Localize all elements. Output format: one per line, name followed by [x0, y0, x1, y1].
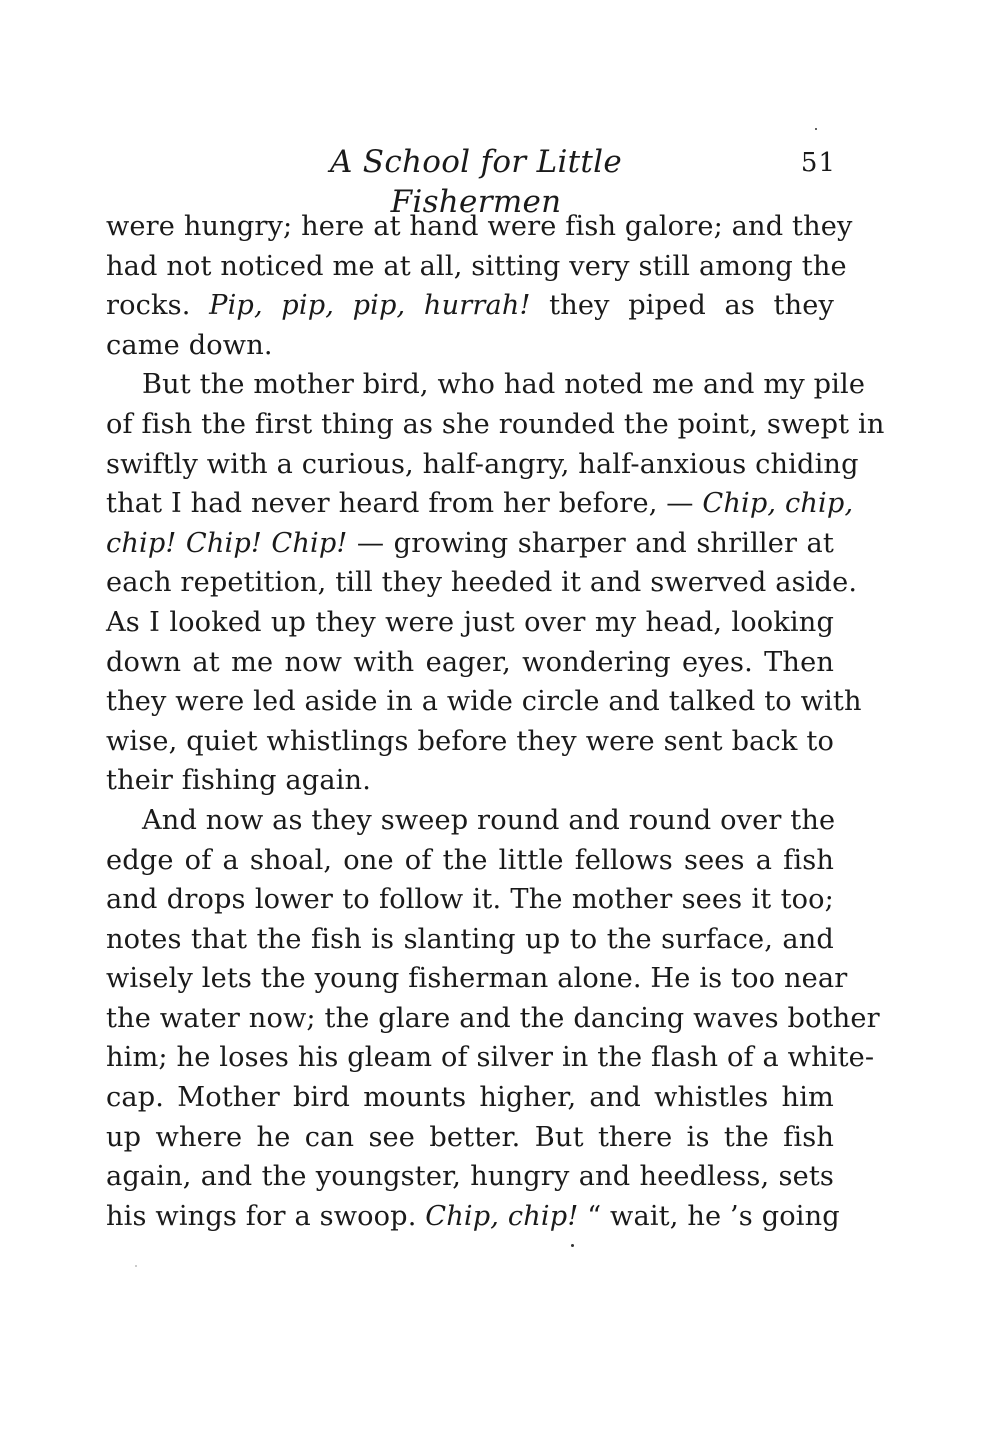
paragraph [106, 365, 885, 801]
page-number: 51 [800, 148, 836, 178]
text-line [106, 959, 848, 999]
text-segment: notes that the fish is slanting up to the surface, and [106, 923, 834, 955]
text-line [106, 445, 859, 485]
page-header [106, 142, 836, 220]
text-segment: him; he loses his gleam of silver in the flash of a white- [106, 1042, 875, 1074]
text-line [106, 1157, 834, 1197]
text-segment: they were led aside in a wide circle and talked to with [106, 686, 862, 718]
text-line [106, 801, 834, 841]
paragraph [106, 801, 880, 1237]
text-segment: cap. Mother bird mounts higher, and whistles him [106, 1082, 834, 1114]
text-segment: each repetition, till they heeded it and swerved aside. [106, 567, 858, 599]
text-line [106, 484, 854, 524]
italic-text: Pip, pip, pip, hurrah! [209, 290, 531, 322]
text-segment: swiftly with a curious, half-angry, half-anxious chiding [106, 448, 859, 480]
text-line [106, 1197, 840, 1237]
text-line [106, 841, 834, 881]
text-line [106, 405, 885, 445]
text-line [106, 1078, 834, 1118]
text-line [106, 524, 834, 564]
italic-text: Chip, chip, [702, 488, 854, 520]
text-segment: edge of a shoal, one of the little fellows sees a fish [106, 844, 834, 876]
text-line [106, 286, 834, 326]
text-line [106, 682, 862, 722]
print-speck [815, 128, 817, 130]
text-segment: And now as they sweep round and round over the [142, 804, 836, 836]
text-segment: and drops lower to follow it. The mother sees it too; [106, 884, 834, 916]
text-segment: wise, quiet whistlings before they were sent back to [106, 725, 834, 757]
text-segment: rocks. [106, 290, 210, 322]
text-line [106, 207, 853, 247]
text-line [106, 999, 880, 1039]
print-speck [571, 1244, 574, 1247]
text-line [106, 326, 834, 366]
text-segment: “ wait, he ’s going [578, 1200, 840, 1232]
text-segment: that I had never heard from her before, — [106, 488, 703, 520]
text-segment: were hungry; here at hand were fish galore; and they [106, 211, 853, 242]
text-line [106, 365, 866, 405]
text-segment: had not noticed me at all, sitting very still among the [106, 250, 847, 282]
text-segment: As I looked up they were just over my head, looking [106, 606, 834, 638]
text-line [106, 247, 847, 287]
running-title: A School for Little Fishermen [329, 144, 623, 220]
text-line [106, 603, 834, 643]
text-segment: their fishing again. [106, 765, 371, 797]
text-line [106, 722, 834, 762]
text-segment: of fish the first thing as she rounded the point, swept in [106, 408, 885, 440]
italic-text: Chip, chip! [425, 1200, 579, 1232]
italic-text: chip! Chip! Chip! [106, 527, 348, 559]
text-line [106, 643, 834, 683]
print-speck [135, 1265, 137, 1267]
paragraph [106, 207, 853, 365]
text-segment: — growing sharper and shriller at [347, 527, 834, 559]
text-segment: up where he can see better. But there is the fish [106, 1121, 834, 1153]
text-line [106, 563, 858, 603]
text-line [106, 920, 834, 960]
text-segment: But the mother bird, who had noted me and my pile [142, 369, 866, 401]
text-line [106, 1038, 875, 1078]
text-line [106, 880, 834, 920]
text-segment: they piped as they [530, 290, 835, 322]
text-segment: again, and the youngster, hungry and heedless, sets [106, 1161, 834, 1193]
text-segment: the water now; the glare and the dancing waves bother [106, 1002, 880, 1034]
text-line [106, 1118, 834, 1158]
text-line [106, 761, 834, 801]
text-segment: his wings for a swoop. [106, 1200, 426, 1232]
text-segment: came down. [106, 329, 273, 361]
text-segment: wisely lets the young fisherman alone. He is too near [106, 963, 848, 995]
text-segment: down at me now with eager, wondering eyes. Then [106, 646, 834, 678]
body-text [106, 207, 885, 1236]
